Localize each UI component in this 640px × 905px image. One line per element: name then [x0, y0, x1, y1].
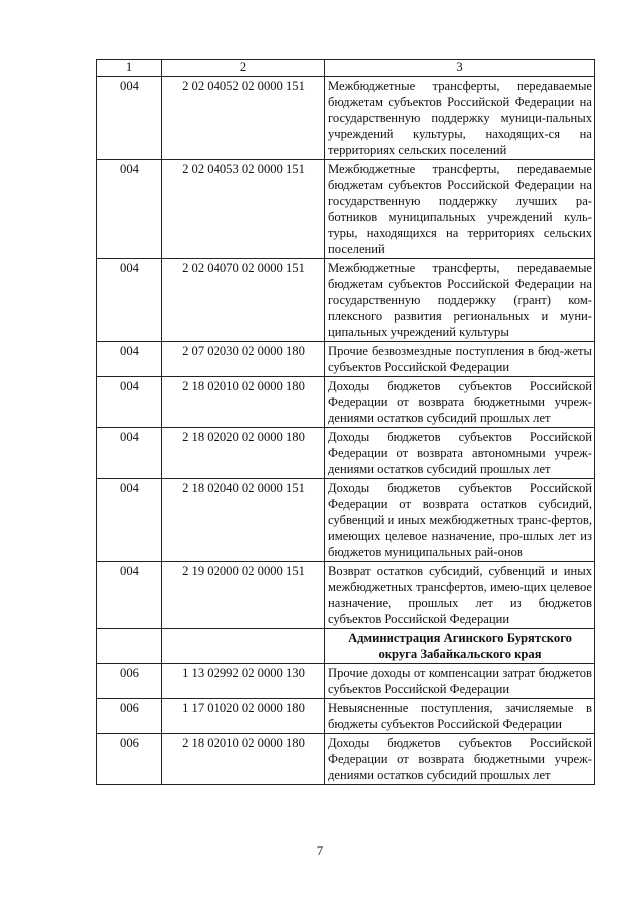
admin-code-cell: 006 [97, 664, 162, 699]
budget-classification-table [96, 59, 595, 785]
table-row [97, 664, 595, 699]
revenue-code-cell: 2 18 02020 02 0000 180 [162, 428, 325, 479]
description-cell: Межбюджетные трансферты, передаваемые бюджетам субъектов Российской Федерации на государственную поддержку (грант) ком-плексного развития региональных и муни-ципальных учреждений культуры [325, 259, 595, 342]
admin-code-cell: 004 [97, 377, 162, 428]
column-header-3: 3 [325, 60, 595, 77]
revenue-code-cell: 2 07 02030 02 0000 180 [162, 342, 325, 377]
revenue-code-cell: 2 02 04070 02 0000 151 [162, 259, 325, 342]
revenue-code-cell: 1 13 02992 02 0000 130 [162, 664, 325, 699]
admin-code-cell: 004 [97, 428, 162, 479]
admin-code-cell: 004 [97, 479, 162, 562]
table-row [97, 699, 595, 734]
revenue-code-cell: 2 02 04052 02 0000 151 [162, 77, 325, 160]
table-row [97, 377, 595, 428]
admin-code-cell: 004 [97, 259, 162, 342]
description-cell: Доходы бюджетов субъектов Российской Федерации от возврата бюджетными учреж-дениями остатков субсидий прошлых лет [325, 734, 595, 785]
admin-code-cell: 004 [97, 342, 162, 377]
description-cell: Доходы бюджетов субъектов Российской Федерации от возврата бюджетными учреж-дениями остатков субсидий прошлых лет [325, 377, 595, 428]
admin-code-cell: 006 [97, 699, 162, 734]
table-row [97, 259, 595, 342]
table-row [97, 562, 595, 629]
table-row [97, 428, 595, 479]
column-header-2: 2 [162, 60, 325, 77]
description-cell: Доходы бюджетов субъектов Российской Федерации от возврата остатков субсидий, субвенций и иных межбюджетных транс-фертов, имеющих целевое назначение, про-шлых лет из бюджетов муниципальных рай-онов [325, 479, 595, 562]
table-row [97, 77, 595, 160]
revenue-code-cell: 2 02 04053 02 0000 151 [162, 160, 325, 259]
admin-code-cell [97, 629, 162, 664]
revenue-code-cell: 1 17 01020 02 0000 180 [162, 699, 325, 734]
table-row [97, 160, 595, 259]
column-header-1: 1 [97, 60, 162, 77]
table-header-row [97, 60, 595, 77]
description-cell: Возврат остатков субсидий, субвенций и иных межбюджетных трансфертов, имею-щих целевое назначение, прошлых лет из бюджетов субъектов Российской Федерации [325, 562, 595, 629]
revenue-code-cell: 2 18 02040 02 0000 151 [162, 479, 325, 562]
revenue-code-cell [162, 629, 325, 664]
admin-code-cell: 006 [97, 734, 162, 785]
description-cell: Межбюджетные трансферты, передаваемые бюджетам субъектов Российской Федерации на государственную поддержку лучших ра-ботников муниципальных учреждений куль-туры, находящихся на территориях сельских поселений [325, 160, 595, 259]
table-body [97, 77, 595, 785]
section-title: Администрация Агинского Бурятского округа Забайкальского края [325, 629, 595, 664]
description-cell: Доходы бюджетов субъектов Российской Федерации от возврата автономными учреж-дениями остатков субсидий прошлых лет [325, 428, 595, 479]
table-row [97, 734, 595, 785]
table-row [97, 342, 595, 377]
description-cell: Невыясненные поступления, зачисляемые в бюджеты субъектов Российской Федерации [325, 699, 595, 734]
admin-code-cell: 004 [97, 77, 162, 160]
revenue-code-cell: 2 18 02010 02 0000 180 [162, 377, 325, 428]
section-header-row [97, 629, 595, 664]
revenue-code-cell: 2 18 02010 02 0000 180 [162, 734, 325, 785]
description-cell: Прочие безвозмездные поступления в бюд-жеты субъектов Российской Федерации [325, 342, 595, 377]
description-cell: Прочие доходы от компенсации затрат бюджетов субъектов Российской Федерации [325, 664, 595, 699]
page-number: 7 [316, 843, 324, 858]
admin-code-cell: 004 [97, 160, 162, 259]
revenue-code-cell: 2 19 02000 02 0000 151 [162, 562, 325, 629]
admin-code-cell: 004 [97, 562, 162, 629]
table-row [97, 479, 595, 562]
description-cell: Межбюджетные трансферты, передаваемые бюджетам субъектов Российской Федерации на государственную поддержку муници-пальных учреждений культуры, находящих-ся на территориях сельских поселений [325, 77, 595, 160]
